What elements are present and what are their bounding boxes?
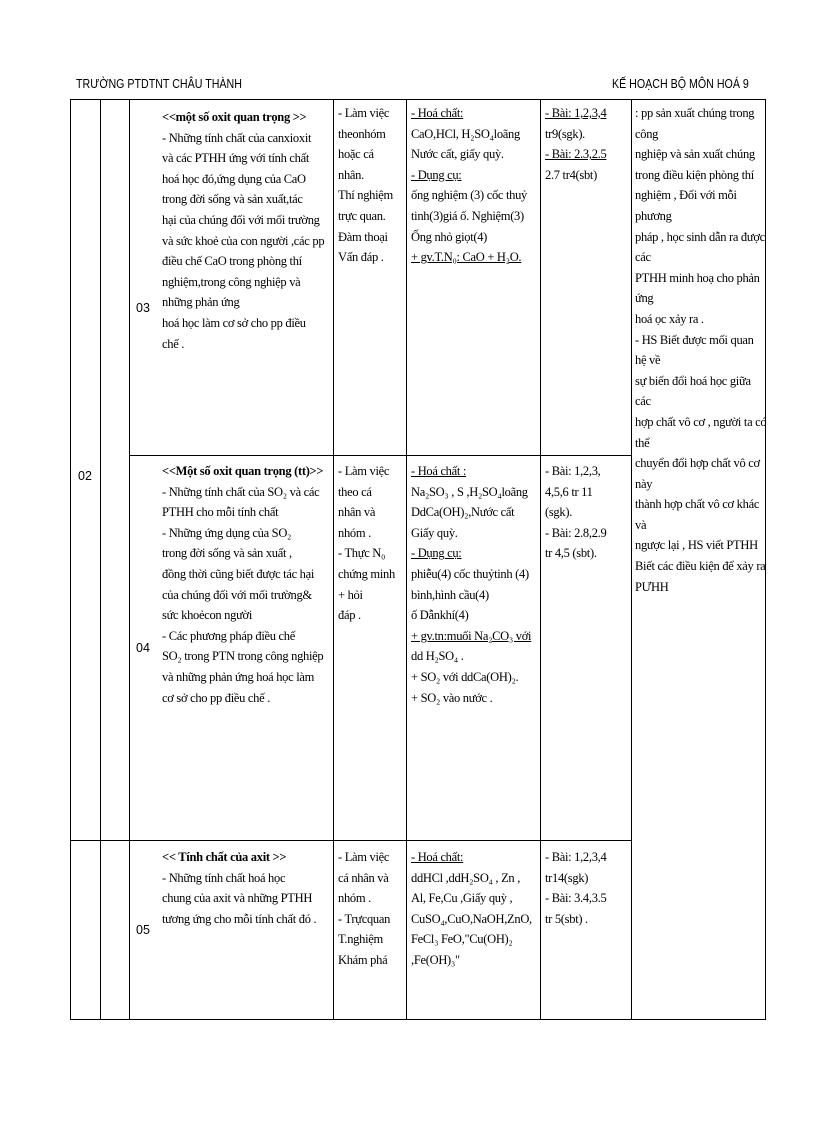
school-name: TRƯỜNG PTDTNT CHÂU THÀNH [76, 76, 242, 91]
materials: - Hoá chất: CaO,HCl, H₂SO₄loãng Nước cất, giấy quỳ. - Dụng cụ: ống nghiệm (3) cốc thuỷ tinh(3)giá ố. Nghiệm(3) Ống nhỏ giọt(4) + gv.T.N₀: CaO + H₂O. [411, 106, 527, 265]
lesson-content: <<Một số oxit quan trọng (tt)>> - Những tính chất của SO₂ và các PTHH cho mỗi tính chất - Những ứng dụng của SO₂ trong đời sống và sản xuất , đồng thời cũng biết được tác hại của chúng đối với mối trường& sức khoẻcon người - Các phương pháp điều chế SO₂ trong PTN trong công nghiệp và những phản ứng hoá học làm cơ sở cho pp điều chế . [162, 464, 324, 705]
plan-title: KẾ HOẠCH BỘ MÔN HOÁ 9 [612, 76, 749, 91]
materials: - Hoá chất: ddHCl ,ddH₂SO₄ , Zn , Al, Fe,Cu ,Giấy quỳ , CuSO₄,CuO,NaOH,ZnO, FeCl₃ FeO,"Cu(OH)₂ ,Fe(OH)₃" [411, 850, 532, 967]
exercises: - Bài: 1,2,3, 4,5,6 tr 11 (sgk). - Bài: 2.8,2.9 tr 4,5 (sbt). [545, 464, 607, 561]
exercises: - Bài: 1,2,3,4 tr14(sgk) - Bài: 3.4,3.5 tr 5(sbt) . [545, 850, 607, 926]
lesson-content: <<một số oxit quan trọng >> - Những tính chất của canxioxit và các PTHH ứng với tính chất hoá học đó,ứng dụng của CaO trong đời sống và sản xuất,tác hại của chúng đối với mối trường và sức khoẻ của con người ,các pp điều chế CaO trong phòng thí nghiệm,trong công nghiệp và những phản ứng hoá học làm cơ sở cho pp điều chế . [162, 110, 325, 351]
lesson-content: << Tính chất của axit >> - Những tính chất hoá học chung của axit và những PTHH tương ứng cho mỗi tính chất đó . [162, 850, 317, 926]
lesson-number: 04 [136, 641, 150, 655]
teaching-method: - Làm việc theonhóm hoặc cá nhân. Thí nghiệm trực quan. Đàm thoại Vấn đáp . [338, 106, 393, 265]
exercises: - Bài: 1,2,3,4 tr9(sgk). - Bài: 2.3,2.5 2.7 tr4(sbt) [545, 106, 607, 182]
teaching-method: - Làm việc cá nhân và nhóm . - Trựcquan T.nghiệm Khám phá [338, 850, 391, 967]
lesson-number: 05 [136, 923, 150, 937]
lesson-number: 03 [136, 301, 150, 315]
lesson-plan-table [70, 99, 766, 1020]
learning-goals: : pp sản xuất chúng trong công nghiệp và sản xuất chúng trong điều kiện phòng thí nghiệm , Đối với mỗi phương pháp , học sinh dẫn ra được các PTHH minh hoạ cho phản ứng hoá ọc xảy ra . - HS Biết được mối quan hệ về sự biến đổi hoá học giữa các hợp chất vô cơ , người ta có thể chuyển đổi hợp chất vô cơ này thành hợp chất vô cơ khác và ngược lại , HS viết PTHH Biết các điều kiện để xảy ra PƯHH [635, 106, 767, 594]
materials: - Hoá chất : Na₂SO₃ , S ,H₂SO₄loãng DdCa(OH)₂,Nước cất Giấy quỳ. - Dụng cụ: phiễu(4) cốc thuỷtinh (4) bình,hình cầu(4) ố Dẫnkhí(4) + gv.tn:muối Na₂CO₃ với dd H₂SO₄ . + SO₂ với ddCa(OH)₂. + SO₂ vào nước . [411, 464, 532, 705]
teaching-method: - Làm việc theo cá nhân và nhóm . - Thực N₀ chứng minh + hỏi đáp . [338, 464, 395, 623]
week-number: 02 [78, 469, 92, 483]
